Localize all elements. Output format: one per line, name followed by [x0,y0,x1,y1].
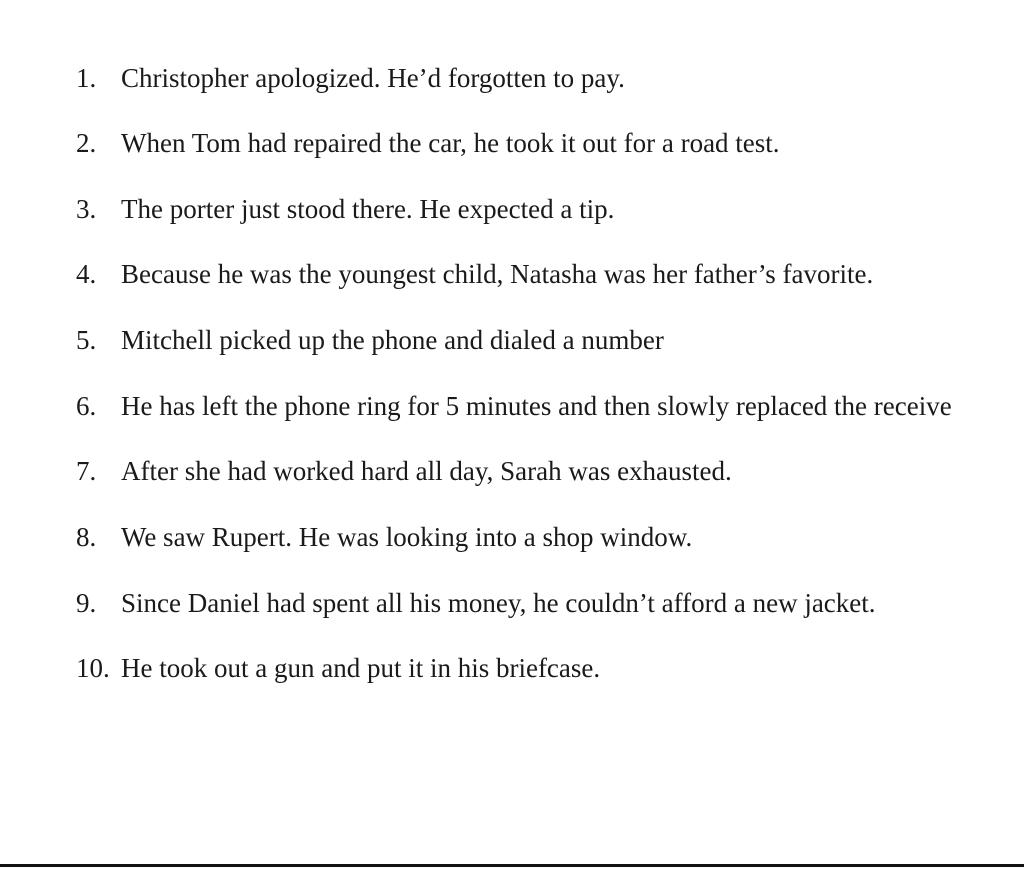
item-text: Christopher apologized. He’d forgotten to pay. [121,63,625,93]
list-item [0,123,1024,163]
list-item [0,189,1024,229]
item-text: After she had worked hard all day, Sarah was exhausted. [121,456,732,486]
list-item [0,320,1024,360]
item-text: He took out a gun and put it in his briefcase. [121,653,601,683]
item-number: 9. [76,588,97,618]
item-number: 6. [76,391,97,421]
list-item [0,583,1024,623]
item-number: 3. [76,194,97,224]
list-item [0,386,1024,426]
item-number: 7. [76,456,97,486]
item-number: 5. [76,325,97,355]
item-number: 8. [76,522,97,552]
item-text: When Tom had repaired the car, he took it out for a road test. [121,128,780,158]
item-number: 2. [76,128,97,158]
item-number: 10. [76,653,110,683]
list-item [0,451,1024,491]
item-text: Since Daniel had spent all his money, he couldn’t afford a new jacket. [121,588,876,618]
list-item [0,517,1024,557]
item-text: We saw Rupert. He was looking into a shop window. [121,522,693,552]
item-text: Because he was the youngest child, Natasha was her father’s favorite. [121,259,874,289]
bottom-divider [0,864,1024,867]
item-text: Mitchell picked up the phone and dialed a number [121,325,664,355]
item-text: The porter just stood there. He expected a tip. [121,194,615,224]
item-text: He has left the phone ring for 5 minutes and then slowly replaced the receive [121,391,952,421]
item-number: 1. [76,63,97,93]
item-number: 4. [76,259,97,289]
list-item [0,648,1024,688]
list-item [0,254,1024,294]
list-item [0,58,1024,98]
